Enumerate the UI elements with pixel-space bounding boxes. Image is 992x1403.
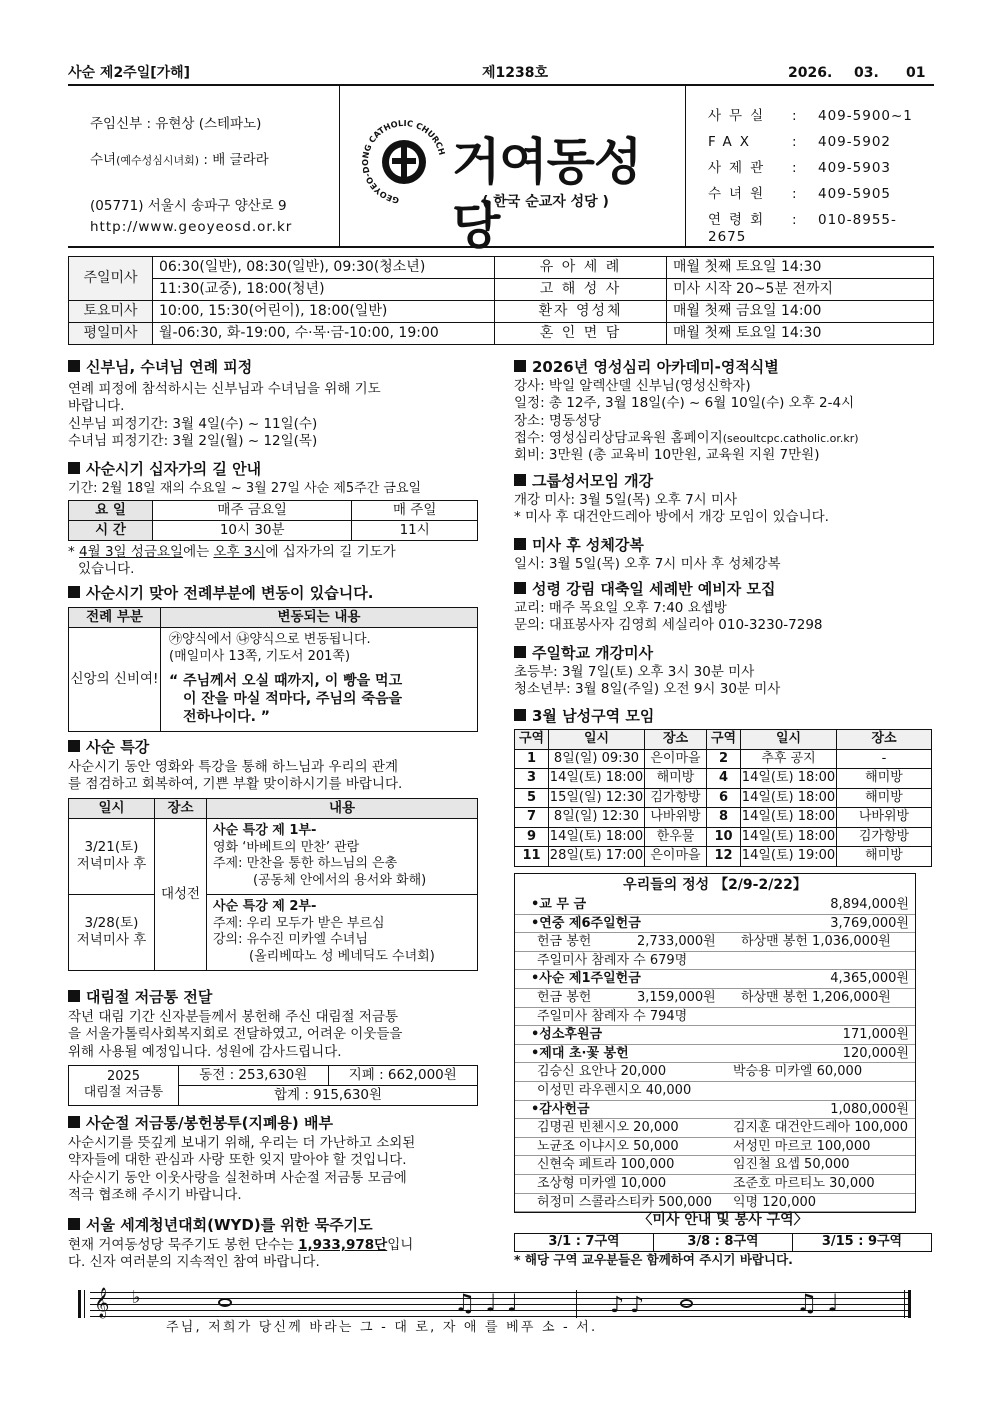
retreat-title: 신부님, 수녀님 연례 피정 — [68, 358, 480, 377]
weekday-times: 월-06:30, 화-19:00, 수·목·금-10:00, 19:00 — [153, 323, 495, 345]
notes-icon: ♫♩♩ — [454, 1289, 529, 1317]
table-row: 5 15일(일) 12:30 김가항방 6 14일(토) 18:00 해미방 — [515, 788, 932, 808]
contact-list — [686, 86, 934, 246]
liturgical-season: 사순 제2주일[가해] — [68, 65, 191, 81]
stations-section — [68, 460, 480, 578]
issue-month: 03. — [854, 65, 879, 81]
issue-bar — [68, 62, 934, 86]
notes-icon-2: ♪♪ — [610, 1293, 651, 1318]
clergy-info — [68, 86, 340, 246]
lecture-section — [68, 738, 480, 971]
issue-day: 01 — [906, 65, 926, 81]
saturday-label: 토요미사 — [69, 301, 153, 323]
contributions-box — [514, 873, 916, 1213]
benediction-text: 일시: 3월 5일(목) 오후 7시 미사 후 성체강복 — [514, 556, 781, 573]
contribution-row: •제대 초·꽃 봉헌 120,000원 — [515, 1045, 915, 1064]
mens-meeting-title: 3월 남성구역 모임 — [514, 707, 934, 726]
contribution-row: 주일미사 참례자 수 794명 — [515, 1008, 915, 1027]
stations-period: 기간: 2월 18일 재의 수요일 ~ 3월 27일 사순 제5주간 금요일 — [68, 481, 422, 497]
bible-title: 그룹성서모임 개강 — [514, 472, 934, 491]
rosary-text-2: 다. 신자 여러분의 지속적인 참여 바랍니다. — [68, 1254, 320, 1271]
stations-r1: 시 간 — [69, 520, 153, 540]
retreat-section — [68, 358, 480, 450]
pastor: 주임신부 : 유현상 (스테파노) — [90, 116, 262, 132]
academy-fee: 회비: 3만원 (총 교육비 10만원, 교육원 지원 7만원) — [514, 447, 820, 464]
contribution-row: •사순 제1주일헌금 4,365,000원 — [515, 970, 915, 989]
contribution-row: 신현숙 페트라 100,000 임진철 요셉 50,000 — [515, 1156, 915, 1175]
service-table — [514, 1233, 932, 1252]
stations-h3: 매 주일 — [352, 500, 478, 520]
svg-text:GEOYEO-DONG CATHOLIC CHURCH: GEOYEO-DONG CATHOLIC CHURCH — [360, 117, 448, 206]
table-row: 9 14일(토) 18:00 한우물 10 14일(토) 18:00 김가항방 — [515, 827, 932, 847]
marriage-label: 혼 인 면 담 — [495, 323, 667, 345]
mm-h: 일시 — [741, 730, 837, 750]
confession-time: 미사 시작 20~5분 전까지 — [667, 279, 934, 301]
lecture-date-1: 3/21(토) 저녁미사 후 — [69, 818, 155, 894]
lent-bank-text-1: 사순시기를 뜻깊게 보내기 위해, 우리는 더 가난하고 소외된 — [68, 1135, 416, 1152]
liturgy-change: ㉮양식에서 ㉯양식으로 변동됩니다. (매일미사 13쪽, 기도서 201쪽) “ 주님께서 오실 때까지, 이 빵을 먹고 이 잔을 마실 적마다, 주님의 죽음을 전하나이다. ” — [161, 628, 478, 732]
lecture-content-1: 사순 특강 제 1부- 영화 ‘바베트의 만찬’ 관람 주제: 만찬을 통한 하느님의 은총 (공동체 안에서의 용서와 화해) — [207, 818, 478, 894]
mm-h: 장소 — [837, 730, 932, 750]
flat-icon: ♭ — [132, 1287, 141, 1308]
sunday-times-2: 11:30(교중), 18:00(청년) — [153, 279, 495, 301]
lecture-table — [68, 798, 478, 971]
table-row: 7 8일(일) 12:30 나바위방 8 14일(토) 18:00 나바위방 — [515, 808, 932, 828]
advent-label: 2025 대림절 저금통 — [69, 1065, 179, 1105]
sunday-school-text-2: 청소년부: 3월 8일(주일) 오전 9시 30분 미사 — [514, 681, 781, 698]
liturgy-h1: 전례 부분 — [69, 608, 161, 628]
lent-bank-text-4: 적극 협조해 주시기 바랍니다. — [68, 1186, 242, 1203]
church-title — [340, 86, 686, 255]
lent-bank-text-2: 약자들에 대한 관심과 사랑 또한 잊지 말아야 할 것입니다. — [68, 1152, 407, 1169]
mass-schedule-table — [68, 256, 934, 345]
service-week-2: 3/8 : 8구역 — [653, 1234, 792, 1252]
table-row: 3 14일(토) 18:00 해미방 4 14일(토) 18:00 해미방 — [515, 769, 932, 789]
lecture-text-2: 를 점검하고 회복하여, 기쁜 부활 맞이하시기를 바랍니다. — [68, 776, 403, 793]
hymn-lyrics: 주님, 저희가 당신께 바라는 그 - 대 로, 자 애 를 베푸 소 - 서. — [166, 1320, 598, 1335]
stations-r3: 11시 — [352, 520, 478, 540]
contributions-title: 우리들의 정성 【2/9-2/22】 — [623, 877, 807, 893]
advent-text-2: 을 서울가톨릭사회복지회로 전달하였고, 어려운 이웃들을 — [68, 1026, 403, 1043]
lecture-h1: 일시 — [69, 798, 155, 818]
saturday-times: 10:00, 15:30(어린이), 18:00(일반) — [153, 301, 495, 323]
benediction-title: 미사 후 성체강복 — [514, 536, 934, 555]
advent-bill: 지폐 : 662,000원 — [328, 1065, 478, 1085]
nun-line: 수녀(예수성심시녀회) : 배 글라라 — [90, 152, 269, 168]
lent-bank-section — [68, 1114, 480, 1204]
lecture-date-2: 3/28(토) 저녁미사 후 — [69, 894, 155, 970]
marriage-time: 매월 첫째 토요일 14:30 — [667, 323, 934, 345]
advent-text-3: 위해 사용될 예정입니다. 성원에 감사드립니다. — [68, 1043, 342, 1060]
rosary-title: 서울 세계청년대회(WYD)를 위한 묵주기도 — [68, 1216, 480, 1235]
mm-h: 일시 — [549, 730, 645, 750]
stations-h1: 요 일 — [69, 500, 153, 520]
academy-lecturer: 강사: 박일 알렉산델 신부님(영성신학자) — [514, 378, 751, 395]
contribution-row: •연중 제6주일헌금 3,769,000원 — [515, 915, 915, 934]
contribution-row: 이성민 라우렌시오 40,000 — [515, 1082, 915, 1101]
notes-icon-3: ♫♩ — [796, 1289, 849, 1317]
lecture-place: 대성전 — [155, 818, 207, 970]
catechumen-text-1: 교리: 매주 목요일 오후 7:40 요셉방 — [514, 600, 727, 617]
rosary-section — [68, 1216, 480, 1272]
service-title: 〈미사 안내 및 봉사 구역〉 — [638, 1212, 808, 1228]
church-name: 거여동성당 — [452, 133, 642, 255]
sunday-label: 주일미사 — [69, 257, 153, 301]
contribution-row: •성소후원금 171,000원 — [515, 1026, 915, 1045]
service-note: * 해당 구역 교우분들은 함께하여 주시기 바랍니다. — [514, 1252, 793, 1267]
mens-meeting-table — [514, 729, 932, 867]
advent-table — [68, 1065, 478, 1106]
lecture-text-1: 사순시기 동안 영화와 특강을 통해 하느님과 우리의 관계 — [68, 759, 398, 776]
lecture-title: 사순 특강 — [68, 738, 480, 757]
catechumen-title: 성령 강림 대축일 세례반 예비자 모집 — [514, 580, 934, 599]
academy-schedule: 일정: 총 12주, 3월 18일(수) ~ 6월 10일(수) 오후 2-4시 — [514, 395, 855, 412]
mm-h: 장소 — [645, 730, 707, 750]
contribution-row: 노균조 이냐시오 50,000 서성민 마르코 100,000 — [515, 1138, 915, 1157]
contact-funeral: 연령회 : 010-8955-2675 — [708, 212, 897, 246]
contribution-row: •교 무 금 8,894,000원 — [515, 896, 915, 915]
contact-office: 사무실 : 409-5900~1 — [708, 108, 913, 124]
website-link[interactable]: http://www.geoyeosd.or.kr — [90, 219, 293, 235]
contribution-row: 헌금 봉헌 3,159,000원 하상맨 봉헌 1,206,000원 — [515, 989, 915, 1008]
advent-coin: 동전 : 253,630원 — [179, 1065, 329, 1085]
contribution-row: •감사헌금 1,080,000원 — [515, 1101, 915, 1120]
advent-text-1: 작년 대림 기간 신자분들께서 봉헌해 주신 대림절 저금통 — [68, 1009, 398, 1026]
stations-h2: 매주 금요일 — [153, 500, 352, 520]
liturgy-h2: 변동되는 내용 — [161, 608, 478, 628]
sunday-school-section — [514, 644, 934, 699]
academy-place: 장소: 명동성당 — [514, 412, 602, 429]
treble-clef-icon: 𝄞 — [94, 1288, 110, 1318]
stations-title: 사순시기 십자가의 길 안내 — [68, 460, 480, 479]
catechumen-text-2: 문의: 대표봉사자 김영희 세실리아 010-3230-7298 — [514, 617, 823, 634]
advent-total: 합계 : 915,630원 — [179, 1085, 478, 1105]
stations-note-2: 있습니다. — [78, 561, 135, 578]
liturgy-table — [68, 607, 478, 732]
weekday-label: 평일미사 — [69, 323, 153, 345]
address: (05771) 서울시 송파구 양산로 9 — [90, 198, 287, 214]
mens-meeting-section — [514, 707, 934, 867]
contact-fax: FAX : 409-5902 — [708, 134, 891, 150]
benediction-section — [514, 536, 934, 573]
advent-section — [68, 988, 480, 1106]
lecture-content-2: 사순 특강 제 2부- 주제: 우리 모두가 받은 부르심 강의: 유수진 미카엘 수녀님 (올리베따노 성 베네딕도 수녀회) — [207, 894, 478, 970]
academy-section — [514, 358, 934, 465]
retreat-text-2: 바랍니다. — [68, 398, 125, 415]
contribution-row: 주일미사 참례자 수 679명 — [515, 952, 915, 971]
service-week-1: 3/1 : 7구역 — [515, 1234, 654, 1252]
stations-note: * 4월 3일 성금요일에는 오후 3시에 십자가의 길 기도가 — [68, 543, 396, 560]
bible-text-1: 개강 미사: 3월 5일(목) 오후 7시 미사 — [514, 492, 738, 509]
church-logo-icon — [356, 114, 452, 210]
contact-rectory: 사제관 : 409-5903 — [708, 160, 891, 176]
stations-r2: 10시 30분 — [153, 520, 352, 540]
catechumen-section — [514, 580, 934, 635]
contribution-row: 헌금 봉헌 2,733,000원 하상맨 봉헌 1,036,000원 — [515, 933, 915, 952]
baptism-label: 유 아 세 례 — [495, 257, 667, 279]
advent-title: 대림절 저금통 전달 — [68, 988, 480, 1007]
bible-section — [514, 472, 934, 527]
liturgy-section — [68, 584, 480, 732]
retreat-nun-period: 수녀님 피정기간: 3월 2일(월) ~ 12일(목) — [68, 432, 318, 449]
bible-text-2: * 미사 후 대건안드레아 방에서 개강 모임이 있습니다. — [514, 509, 829, 526]
lecture-h3: 내용 — [207, 798, 478, 818]
sick-communion-label: 환자 영성체 — [495, 301, 667, 323]
half-note-icon — [680, 1299, 693, 1308]
retreat-text-1: 연례 피정에 참석하시는 신부님과 수녀님을 위해 기도 — [68, 381, 381, 398]
sick-communion-time: 매월 첫째 금요일 14:00 — [667, 301, 934, 323]
issue-year: 2026. — [788, 65, 833, 81]
contributions-list — [515, 896, 915, 1212]
contribution-row: 김승신 요안나 20,000 박승용 미카엘 60,000 — [515, 1063, 915, 1082]
stations-table — [68, 500, 478, 541]
liturgy-part: 신앙의 신비여! — [69, 628, 161, 732]
contribution-row: 김명권 빈첸시오 20,000 김지훈 대건안드레아 100,000 — [515, 1119, 915, 1138]
lent-bank-text-3: 사순시기 동안 이웃사랑을 실천하며 사순절 저금통 모금에 — [68, 1169, 407, 1186]
lent-bank-title: 사순절 저금통/봉헌봉투(지폐용) 배부 — [68, 1114, 480, 1133]
table-row: 1 8일(일) 09:30 은이마을 2 추후 공지 - — [515, 749, 932, 769]
service-week-3: 3/15 : 9구역 — [792, 1234, 931, 1252]
issue-number: 제1238호 — [482, 65, 549, 81]
academy-title: 2026년 영성심리 아카데미-영적식별 — [514, 358, 934, 377]
mm-h: 구역 — [515, 730, 549, 750]
retreat-priest-period: 신부님 피정기간: 3월 4일(수) ~ 11일(수) — [68, 415, 318, 432]
sunday-school-text-1: 초등부: 3월 7일(토) 오후 3시 30분 미사 — [514, 664, 755, 681]
sunday-times-1: 06:30(일반), 08:30(일반), 09:30(청소년) — [153, 257, 495, 279]
contribution-row: 조상형 미카엘 10,000 조준호 마르티노 30,000 — [515, 1175, 915, 1194]
baptism-time: 매월 첫째 토요일 14:30 — [667, 257, 934, 279]
confession-label: 고 해 성 사 — [495, 279, 667, 301]
sunday-school-title: 주일학교 개강미사 — [514, 644, 934, 663]
church-subtitle: ( 한국 순교자 성당 ) — [482, 194, 609, 210]
mm-h: 구역 — [707, 730, 741, 750]
whole-note-icon — [218, 1298, 232, 1307]
rosary-text-1: 현재 거여동성당 묵주기도 봉헌 단수는 1,933,978단입니 — [68, 1237, 414, 1254]
contact-convent: 수녀원 : 409-5905 — [708, 186, 891, 202]
lecture-h2: 장소 — [155, 798, 207, 818]
academy-register: 접수: 영성심리상담교육원 홈페이지(seoultcpc.catholic.or.kr) — [514, 429, 859, 446]
masthead — [68, 86, 934, 255]
liturgy-title: 사순시기 맞아 전례부분에 변동이 있습니다. — [68, 584, 480, 603]
contribution-row: 허정미 스콜라스티카 500,000 익명 120,000 — [515, 1194, 915, 1213]
table-row: 11 28일(토) 17:00 은이마을 12 14일(토) 19:00 해미방 — [515, 847, 932, 867]
